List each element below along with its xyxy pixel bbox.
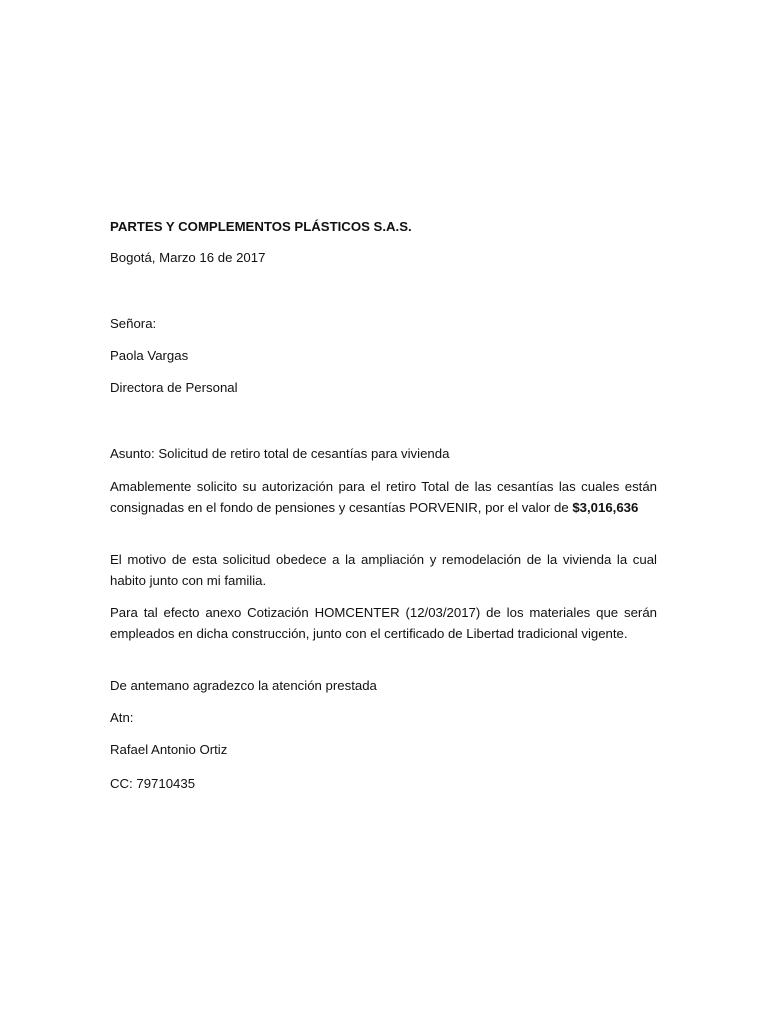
company-name: PARTES Y COMPLEMENTOS PLÁSTICOS S.A.S. — [110, 219, 412, 234]
attn-label: Atn: — [110, 710, 134, 725]
request-amount: $3,016,636 — [572, 500, 639, 515]
date-line: Bogotá, Marzo 16 de 2017 — [110, 250, 266, 265]
sender-id: CC: 79710435 — [110, 776, 196, 791]
salutation: Señora: — [110, 316, 157, 331]
recipient-name: Paola Vargas — [110, 348, 189, 363]
closing-line: De antemano agradezco la atención prestada — [110, 678, 377, 693]
paragraph-reason: El motivo de esta solicitud obedece a la ampliación y remodelación de la vivienda la cual habito junto con mi familia. — [110, 552, 657, 588]
paragraph-attachments: Para tal efecto anexo Cotización HOMCENTER (12/03/2017) de los materiales que serán empleados en dicha construcción, junto con el certificado de Libertad tradicional vigente. — [110, 605, 657, 641]
recipient-title: Directora de Personal — [110, 380, 238, 395]
sender-name: Rafael Antonio Ortiz — [110, 742, 228, 757]
paragraph-request-text: Amablemente solicito su autorización para el retiro Total de las cesantías las cuales están consignadas en el fondo de pensiones y cesantías PORVENIR, por el valor de — [110, 479, 657, 515]
subject-line: Asunto: Solicitud de retiro total de cesantías para vivienda — [110, 446, 450, 461]
paragraph-request — [110, 476, 657, 518]
